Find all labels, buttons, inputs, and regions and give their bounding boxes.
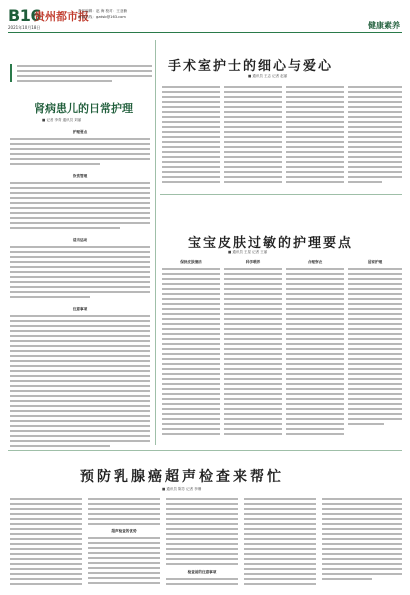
- baby-col-4: [348, 258, 402, 443]
- byline-nurse: ■ 通讯员 王志 记者 赵丽: [248, 74, 288, 78]
- kidney-subhead-3: 适当运动: [72, 238, 88, 242]
- paper-name: 贵州都市报: [34, 10, 89, 23]
- breast-col-1: [10, 496, 82, 591]
- baby-subhead-1: 保持皮肤清洁: [180, 260, 202, 264]
- breast-col-4: [244, 496, 316, 591]
- baby-col-1: [162, 258, 220, 443]
- intro-block: [10, 64, 152, 82]
- baby-subhead-3: 合理穿衣: [307, 260, 323, 264]
- kidney-body: [10, 126, 150, 456]
- editor-line: 责任编辑：赵 海 校对：王亚楠: [78, 9, 128, 13]
- issue-date: 2021年10月18日: [8, 25, 41, 30]
- byline-baby: ■ 通讯员 王星 记者 王丽: [228, 250, 268, 254]
- header-rule: [8, 32, 402, 33]
- breast-col-3: [166, 496, 238, 591]
- breast-col-5: [322, 496, 402, 591]
- baby-col-3: [286, 258, 344, 443]
- nurse-col-4: [348, 86, 402, 186]
- page-number: B16: [8, 6, 41, 25]
- article-title-kidney: 肾病患儿的日常护理: [34, 102, 133, 115]
- byline-breast: ■ 通讯员 陈芳 记者 李珊: [162, 487, 202, 491]
- byline-kidney: ■ 记者 李青 通讯员 刘丽: [42, 118, 82, 122]
- column-divider: [155, 40, 156, 445]
- baby-subhead-2: 科学喂养: [245, 260, 261, 264]
- breast-col-2: [88, 496, 160, 591]
- breast-subhead-1: 超声检查的优势: [111, 529, 137, 533]
- bottom-divider: [8, 450, 402, 451]
- contact-line: 新闻热线：gzdsb@163.com: [78, 15, 126, 19]
- breast-subhead-2: 检查前的注意事项: [187, 570, 217, 574]
- article-title-nurse: 手术室护士的细心与爱心: [168, 59, 334, 74]
- kidney-subhead-2: 饮食管理: [72, 174, 88, 178]
- article-title-breast: 预防乳腺癌超声检查来帮忙: [80, 469, 284, 485]
- nurse-col-1: [162, 86, 220, 186]
- nurse-col-3: [286, 86, 344, 186]
- nurse-divider: [160, 194, 402, 195]
- article-title-baby: 宝宝皮肤过敏的护理要点: [188, 236, 354, 251]
- baby-subhead-4: 居家护理: [367, 260, 383, 264]
- nurse-col-2: [224, 86, 282, 186]
- kidney-subhead-4: 注意事项: [72, 307, 88, 311]
- section-label: 健康素养: [368, 21, 400, 30]
- baby-col-2: [224, 258, 282, 443]
- kidney-subhead-1: 护理要点: [72, 130, 88, 134]
